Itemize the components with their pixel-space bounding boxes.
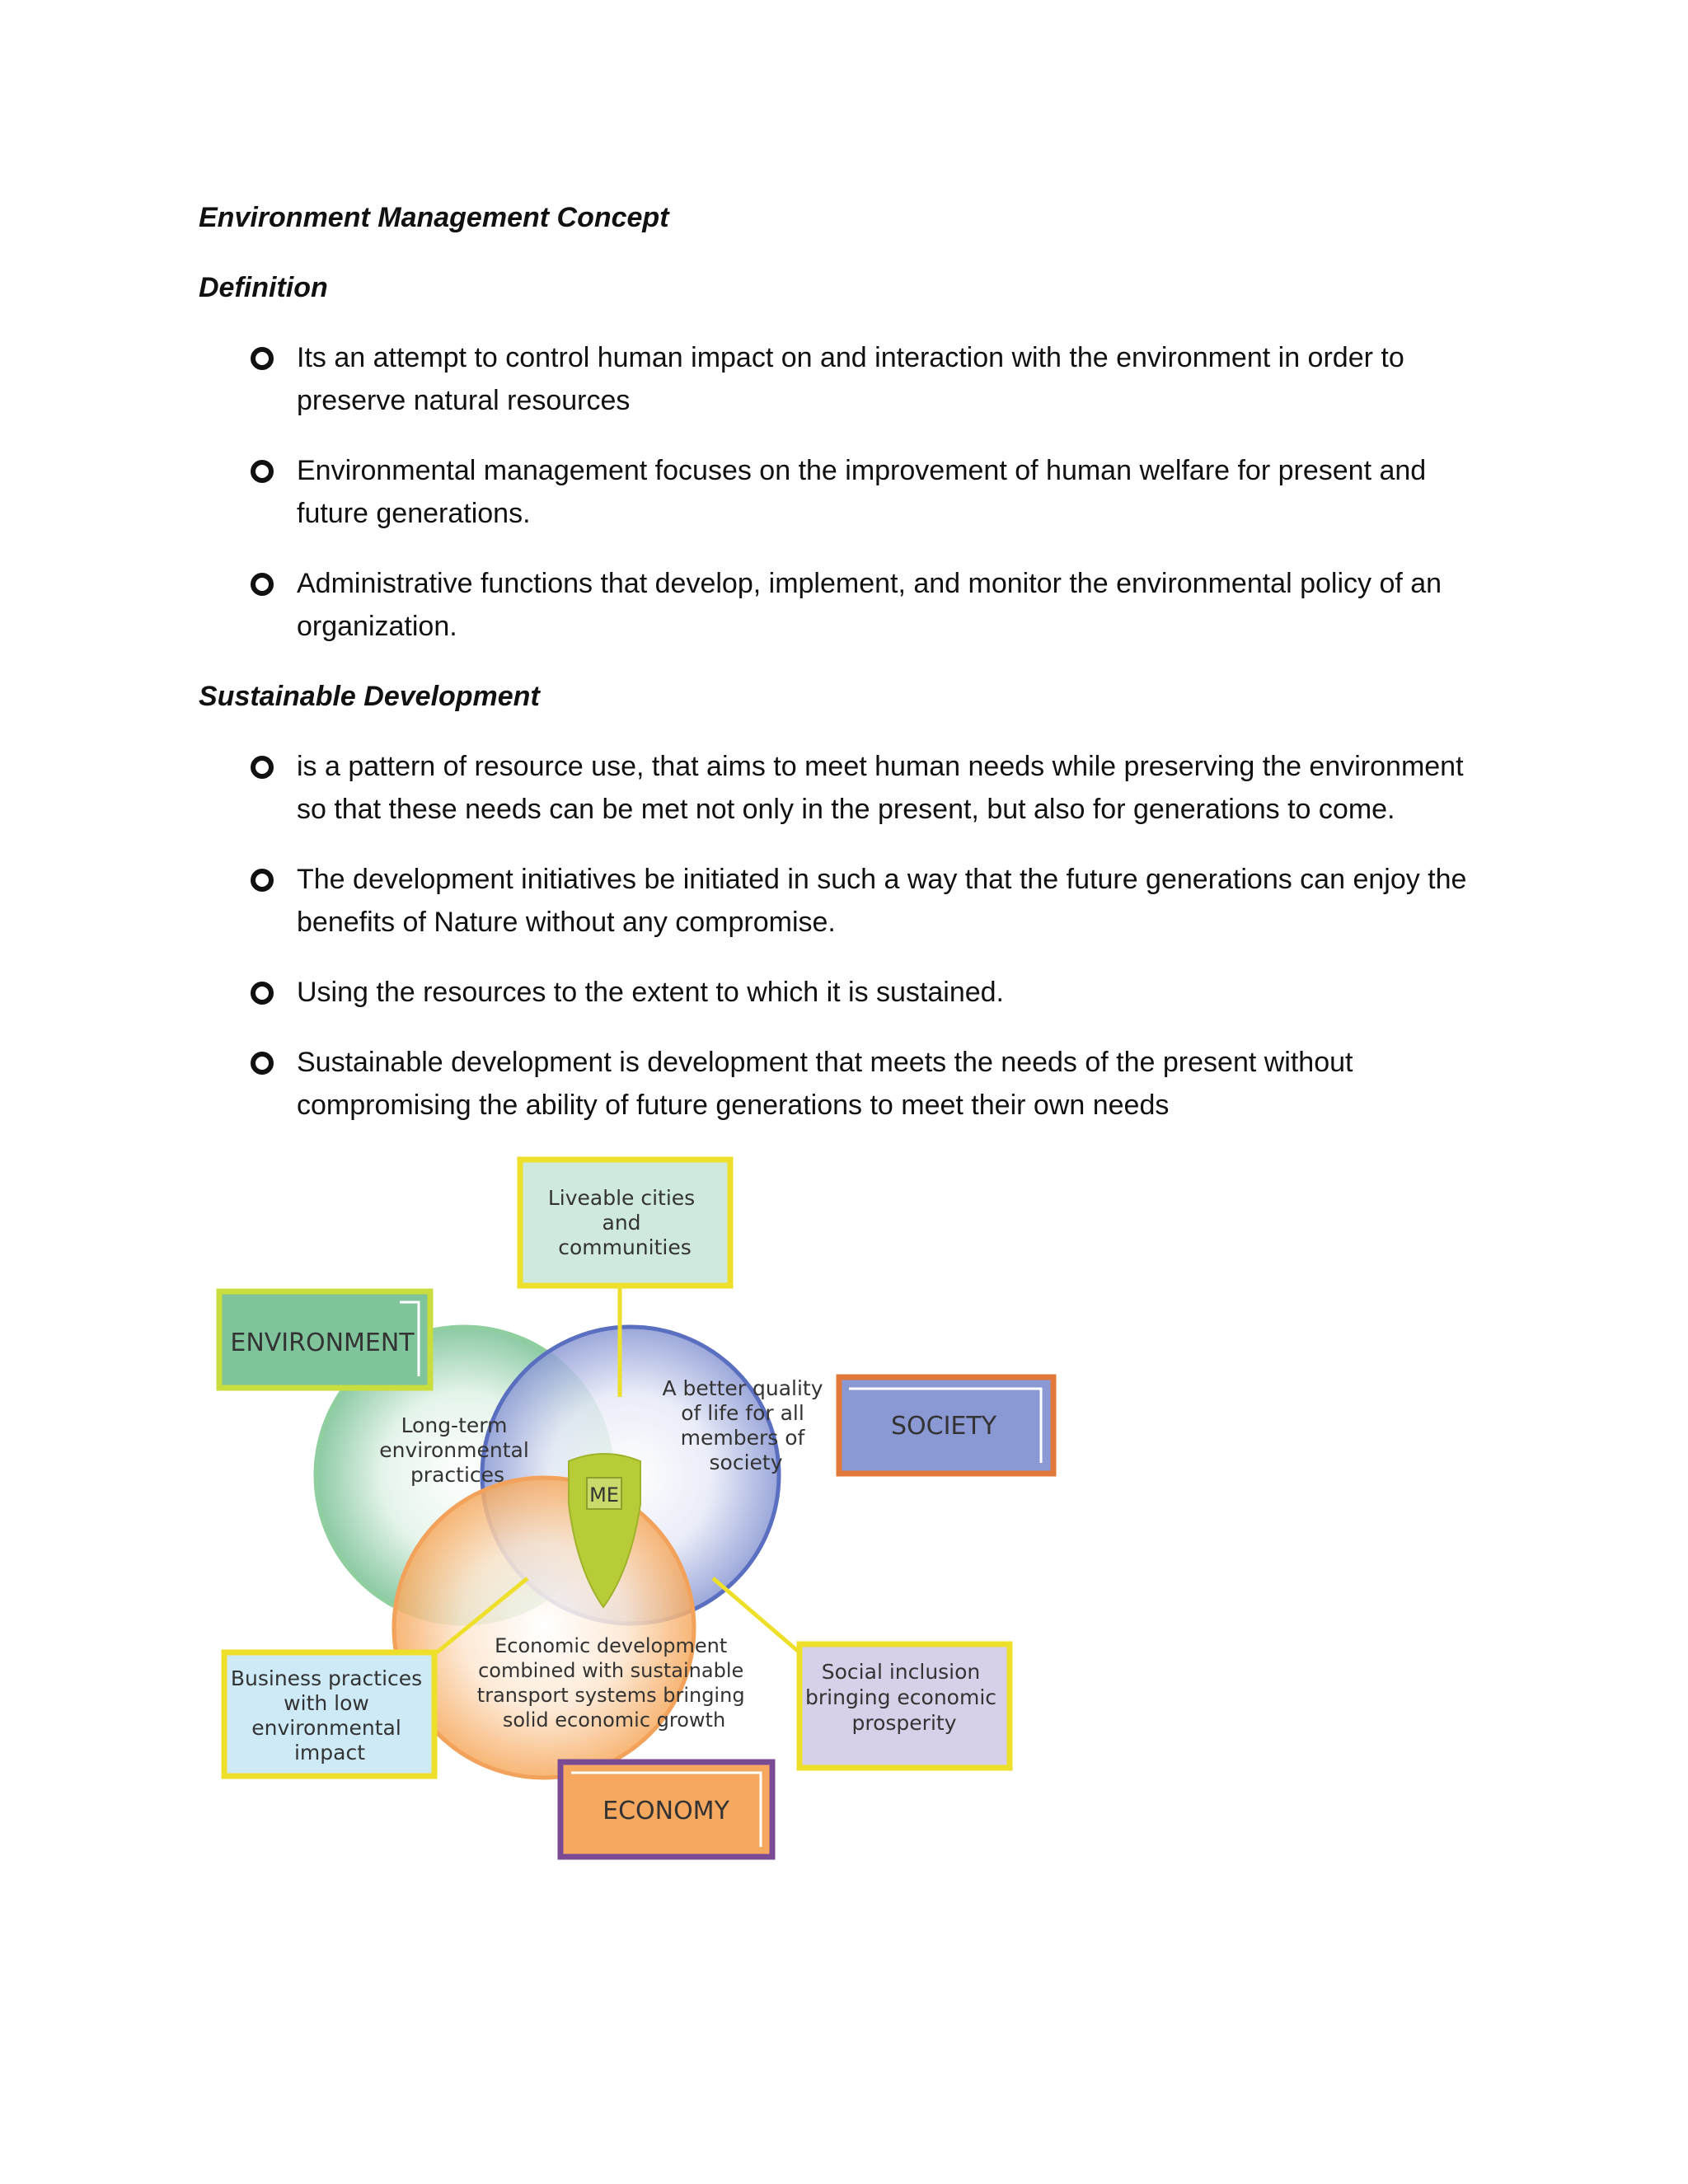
business-practices-text: Business practices with low environmental impact [230,1666,423,1765]
circle-bullet-icon [251,869,274,892]
economy-box-label: ECONOMY [603,1797,729,1825]
liveable-cities-text: Liveable cities and communities [547,1186,696,1259]
circle-bullet-icon [251,347,274,370]
section-heading-definition: Definition [199,272,328,303]
circle-bullet-icon [251,756,274,779]
society-circle-text: A better quality of life for all members of society [662,1376,823,1474]
sustainability-venn-diagram [202,1150,1076,1867]
economy-circle-text: Economic development combined with sustainable transport systems bringing solid economic growth [476,1634,745,1732]
list-item: Using the resources to the extent to which it is sustained. [297,971,1500,1014]
document-title: Environment Management Concept [199,202,669,233]
list-item: is a pattern of resource use, that aims to meet human needs while preserving the environment so that these needs can be met not only in the present, but also for generations to come. [297,745,1500,831]
circle-bullet-icon [251,573,274,596]
economy-circle [394,1478,694,1778]
circle-bullet-icon [251,460,274,483]
list-item: Sustainable development is development that meets the needs of the present without compromising the ability of future generations to meet their own needs [297,1041,1500,1127]
environment-circle-text: Long-term environmental practices [379,1413,529,1487]
social-inclusion-text: Social inclusion bringing economic prosperity [805,1660,997,1735]
list-item: Environmental management focuses on the improvement of human welfare for present and future generations. [297,449,1500,535]
environment-box-label: ENVIRONMENT [230,1329,415,1357]
circle-bullet-icon [251,982,274,1005]
list-item: Administrative functions that develop, implement, and monitor the environmental policy of an organization. [297,562,1500,648]
society-box-label: SOCIETY [890,1412,997,1441]
circle-bullet-icon [251,1052,274,1075]
list-item: Its an attempt to control human impact on and interaction with the environment in order to preserve natural resources [297,336,1500,422]
list-item: The development initiatives be initiated in such a way that the future generations can enjoy the benefits of Nature without any compromise. [297,858,1500,944]
me-label: ME [589,1483,619,1507]
section-heading-sustainable-development: Sustainable Development [199,681,540,712]
